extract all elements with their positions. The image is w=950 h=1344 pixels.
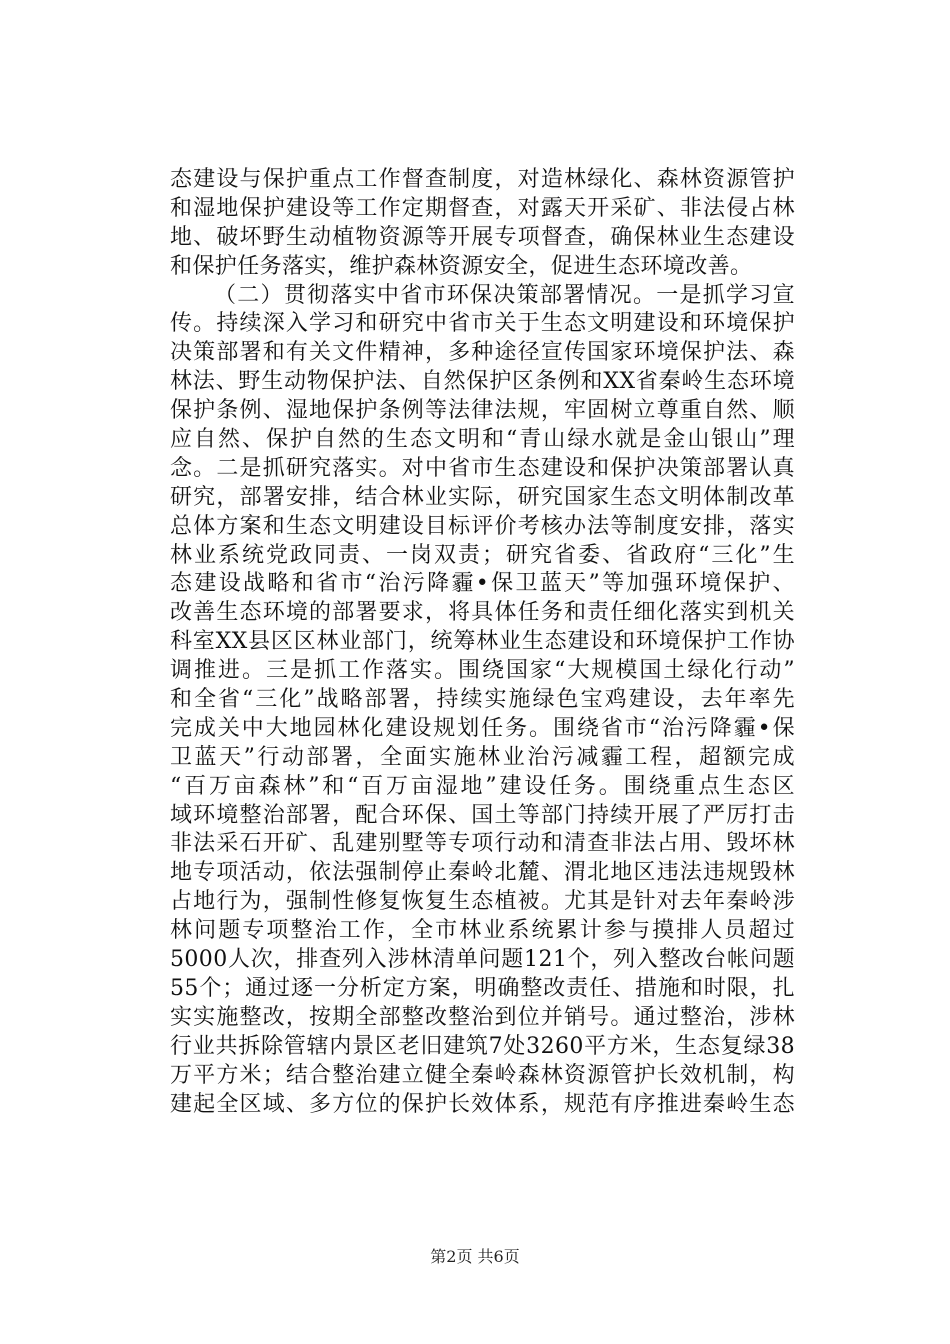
text-line: 和湿地保护建设等工作定期督查，对露天开采矿、非法侵占林	[170, 195, 795, 221]
text-line: 卫蓝天”行动部署，全面实施林业治污减霾工程，超额完成	[170, 744, 795, 770]
text-line: 非法采石开矿、乱建别墅等专项行动和清查非法占用、毁坏林	[170, 831, 795, 857]
paragraph-start-line: （二）贯彻落实中省市环保决策部署情况。一是抓学习宣	[214, 282, 795, 308]
text-line: 地专项活动，依法强制停止秦岭北麓、渭北地区违法违规毁林	[170, 860, 795, 886]
text-line: 域环境整治部署，配合环保、国土等部门持续开展了严厉打击	[170, 802, 795, 828]
text-line: 地、破坏野生动植物资源等开展专项督查，确保林业生态建设	[170, 224, 795, 250]
text-line: 建起全区域、多方位的保护长效体系，规范有序推进秦岭生态	[170, 1091, 795, 1117]
text-line: 保护条例、湿地保护条例等法律法规，牢固树立尊重自然、顺	[170, 398, 795, 424]
body-text	[170, 166, 795, 1119]
text-line: 占地行为，强制性修复恢复生态植被。尤其是针对去年秦岭涉	[170, 889, 795, 915]
text-line: 传。持续深入学习和研究中省市关于生态文明建设和环境保护	[170, 311, 795, 337]
text-line: “百万亩森林”和“百万亩湿地”建设任务。围绕重点生态区	[170, 773, 795, 799]
text-line: 万平方米；结合整治建立健全秦岭森林资源管护长效机制，构	[170, 1062, 795, 1088]
text-line: 完成关中大地园林化建设规划任务。围绕省市“治污降霾•保	[170, 715, 795, 741]
text-line: 态建设与保护重点工作督查制度，对造林绿化、森林资源管护	[170, 167, 795, 192]
text-line: 改善生态环境的部署要求，将具体任务和责任细化落实到机关	[170, 600, 795, 626]
text-line: 决策部署和有关文件精神，多种途径宣传国家环境保护法、森	[170, 340, 795, 366]
text-line: 和保护任务落实，维护森林资源安全，促进生态环境改善。	[170, 253, 753, 279]
text-line: 行业共拆除管辖内景区老旧建筑7处3260平方米，生态复绿38	[170, 1033, 795, 1059]
text-line: 应自然、保护自然的生态文明和“青山绿水就是金山银山”理	[170, 427, 795, 453]
text-line: 和全省“三化”战略部署，持续实施绿色宝鸡建设，去年率先	[170, 687, 795, 713]
text-line: 态建设战略和省市“治污降霾•保卫蓝天”等加强环境保护、	[170, 571, 795, 597]
text-line: 调推进。三是抓工作落实。围绕国家“大规模国土绿化行动”	[170, 658, 795, 684]
text-line: 研究，部署安排，结合林业实际，研究国家生态文明体制改革	[170, 484, 795, 510]
text-line: 5000人次，排查列入涉林清单问题121个，列入整改台帐问题	[170, 947, 795, 973]
text-line: 55个；通过逐一分析定方案，明确整改责任、措施和时限，扎	[170, 975, 795, 1001]
text-line: 念。二是抓研究落实。对中省市生态建设和保护决策部署认真	[170, 455, 795, 481]
text-line: 林法、野生动物保护法、自然保护区条例和XX省秦岭生态环境	[170, 369, 795, 395]
page-number-footer: 第2页 共6页	[430, 1247, 520, 1266]
text-line: 林问题专项整治工作，全市林业系统累计参与摸排人员超过	[170, 918, 795, 944]
text-line: 林业系统党政同责、一岗双责；研究省委、省政府“三化”生	[170, 542, 795, 568]
text-line: 实实施整改，按期全部整改整治到位并销号。通过整治，涉林	[170, 1004, 795, 1030]
text-line: 科室XX县区区林业部门，统筹林业生态建设和环境保护工作协	[170, 629, 795, 655]
text-line: 总体方案和生态文明建设目标评价考核办法等制度安排，落实	[170, 513, 795, 539]
